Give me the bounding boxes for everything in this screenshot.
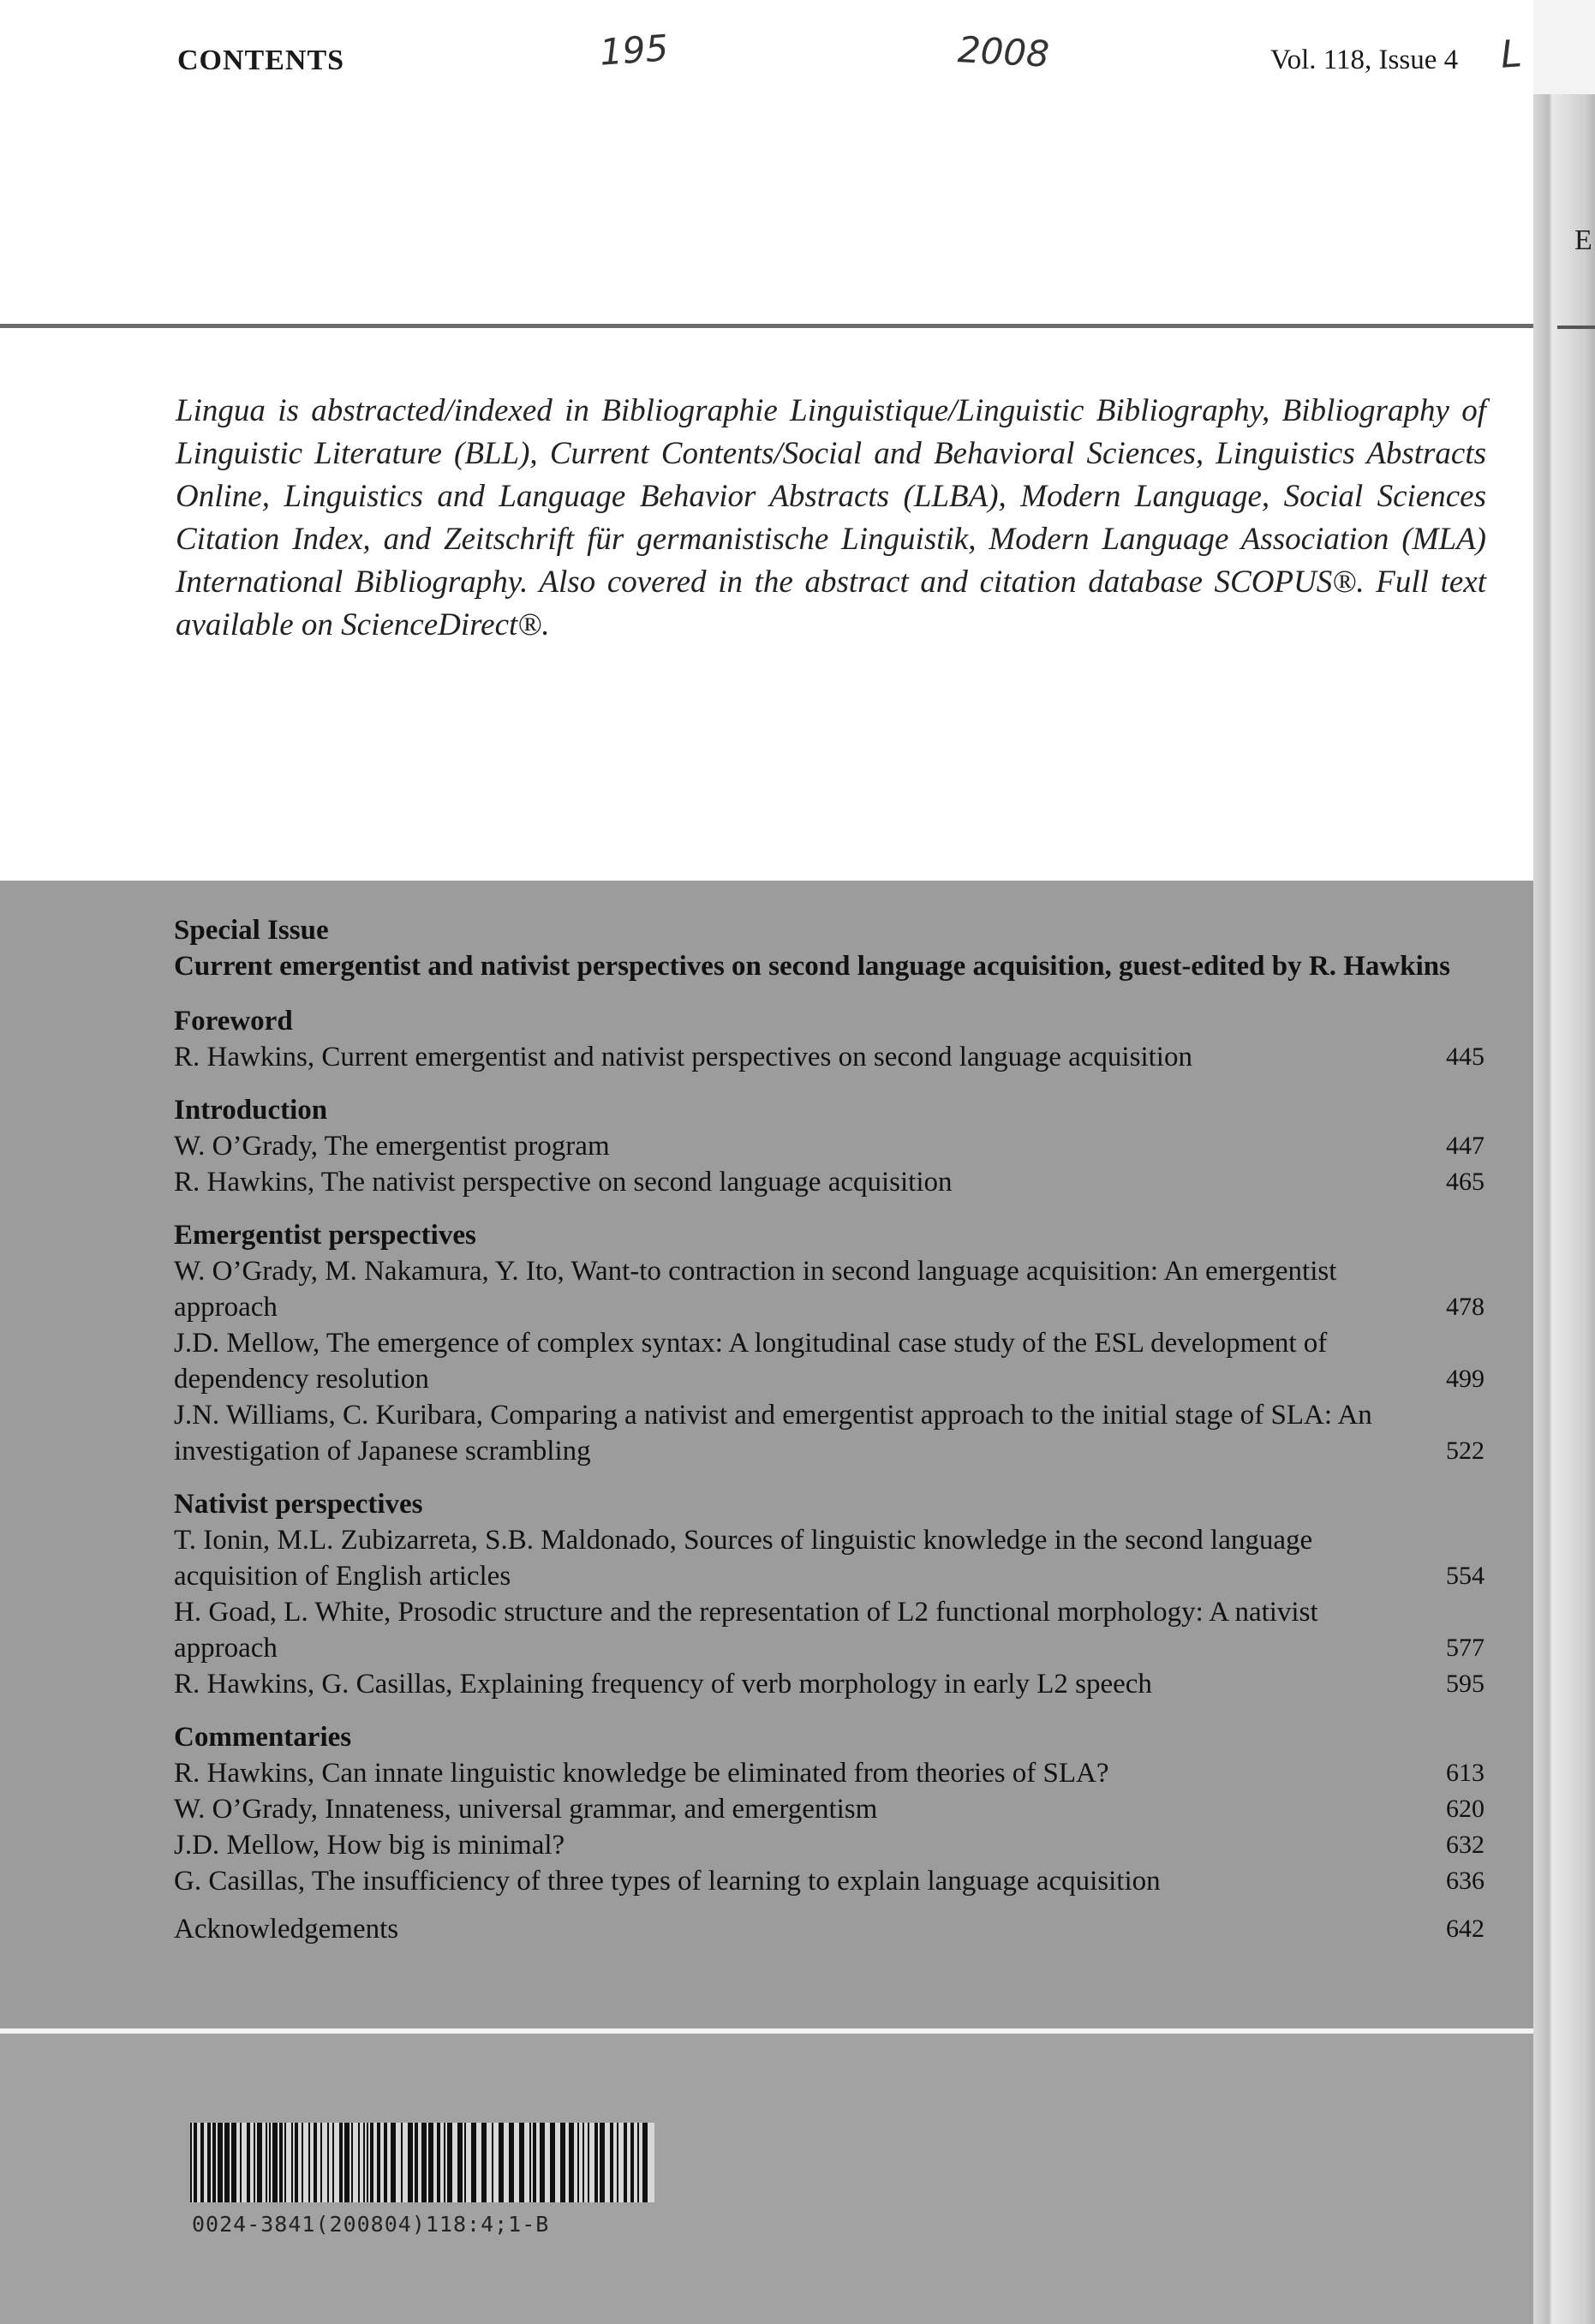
barcode-bar: [624, 2123, 627, 2202]
barcode-bar: [218, 2123, 223, 2202]
barcode-bar: [577, 2123, 579, 2202]
contents-heading: CONTENTS: [177, 45, 345, 76]
table-of-contents: [174, 912, 1484, 1947]
barcode-bar: [415, 2123, 418, 2202]
entry-page-number: 595: [1446, 1670, 1484, 1698]
entry-page-number: 620: [1446, 1795, 1484, 1823]
barcode-bar: [257, 2123, 262, 2202]
handwritten-mark: 195: [598, 27, 670, 74]
barcode: [190, 2123, 654, 2202]
barcode-bar: [190, 2123, 192, 2202]
barcode-bar: [194, 2123, 197, 2202]
entry-title: J.D. Mellow, The emergence of complex syntax: A longitudinal case study of the ESL development of dependency resolution: [174, 1328, 1328, 1395]
entry-page-number: 465: [1446, 1168, 1484, 1196]
acknowledgements-entry[interactable]: [174, 1911, 1484, 1947]
barcode-bar: [457, 2123, 463, 2202]
toc-entry[interactable]: [174, 1325, 1484, 1397]
barcode-bar: [594, 2123, 598, 2202]
edge-corner: [1533, 0, 1595, 94]
toc-entry[interactable]: [174, 1128, 1484, 1164]
entry-page-number: 554: [1446, 1562, 1484, 1590]
barcode-bar: [308, 2123, 310, 2202]
acknowledgements-label: Acknowledgements: [174, 1914, 399, 1945]
barcode-bar: [637, 2123, 639, 2202]
barcode-bar: [363, 2123, 365, 2202]
barcode-bar: [617, 2123, 618, 2202]
barcode-bar: [358, 2123, 360, 2202]
entry-title: H. Goad, L. White, Prosodic structure and the representation of L2 functional morphology: A nativist approach: [174, 1597, 1318, 1664]
toc-entry[interactable]: [174, 1039, 1484, 1075]
barcode-bar: [327, 2123, 329, 2202]
barcode-bar: [200, 2123, 204, 2202]
entry-page-number: 632: [1446, 1831, 1484, 1859]
entry-title: W. O’Grady, M. Nakamura, Y. Ito, Want-to contraction in second language acquisition: An emergentist approach: [174, 1256, 1337, 1323]
barcode-bar: [588, 2123, 589, 2202]
barcode-bar: [630, 2123, 634, 2202]
barcode-bar: [428, 2123, 433, 2202]
barcode-bar: [351, 2123, 353, 2202]
barcode-bar: [444, 2123, 445, 2202]
barcode-bar: [499, 2123, 504, 2202]
toc-sections: [174, 1003, 1484, 1899]
toc-entry[interactable]: [174, 1397, 1484, 1469]
edge-letter: E: [1574, 224, 1592, 256]
section-heading: Commentaries: [174, 1722, 352, 1753]
barcode-bar: [367, 2123, 368, 2202]
toc-entry[interactable]: [174, 1827, 1484, 1863]
barcode-bar: [284, 2123, 286, 2202]
entry-title: R. Hawkins, G. Casillas, Explaining frequency of verb morphology in early L2 speech: [174, 1669, 1152, 1700]
special-issue-title: Current emergentist and nativist perspectives on second language acquisition, guest-edited by R. Hawkins: [174, 951, 1450, 982]
barcode-bar: [560, 2123, 565, 2202]
toc-section: [174, 1003, 1484, 1075]
special-issue-label: Special Issue: [174, 915, 329, 946]
entry-page-number: 613: [1446, 1759, 1484, 1787]
volume-issue: Vol. 118, Issue 4: [1270, 45, 1459, 75]
barcode-bar: [344, 2123, 349, 2202]
barcode-bar: [266, 2123, 267, 2202]
barcode-bar: [437, 2123, 440, 2202]
barcode-bar: [314, 2123, 317, 2202]
toc-section: [174, 1217, 1484, 1469]
barcode-bar: [610, 2123, 613, 2202]
header-rule: [0, 324, 1533, 328]
barcode-bar: [240, 2123, 242, 2202]
toc-entry[interactable]: [174, 1755, 1484, 1791]
entry-title: T. Ionin, M.L. Zubizarreta, S.B. Maldonado, Sources of linguistic knowledge in the second language acquisition of English articles: [174, 1525, 1313, 1592]
barcode-bar: [254, 2123, 255, 2202]
toc-entry[interactable]: [174, 1791, 1484, 1827]
entry-page-number: 499: [1446, 1365, 1484, 1393]
barcode-bar: [481, 2123, 487, 2202]
toc-entry[interactable]: [174, 1522, 1484, 1594]
barcode-bar: [291, 2123, 293, 2202]
barcode-bar: [408, 2123, 413, 2202]
section-heading: Introduction: [174, 1095, 328, 1126]
barcode-bar: [509, 2123, 514, 2202]
barcode-bar: [421, 2123, 427, 2202]
entry-title: W. O’Grady, The emergentist program: [174, 1131, 610, 1162]
barcode-bar: [401, 2123, 403, 2202]
barcode-bar: [370, 2123, 373, 2202]
page-edge: [1533, 0, 1595, 2324]
entry-page-number: 447: [1446, 1132, 1484, 1160]
toc-entry[interactable]: [174, 1666, 1484, 1702]
barcode-bar: [269, 2123, 271, 2202]
entry-page-number: 577: [1446, 1634, 1484, 1662]
barcode-bar: [464, 2123, 466, 2202]
barcode-bar: [231, 2123, 236, 2202]
barcode-bar: [642, 2123, 648, 2202]
barcode-bar: [471, 2123, 476, 2202]
barcode-bar: [377, 2123, 380, 2202]
barcode-bar: [492, 2123, 493, 2202]
handwritten-year: 2008: [956, 28, 1051, 75]
barcode-bar: [533, 2123, 536, 2202]
barcode-bar: [207, 2123, 211, 2202]
entry-title: J.N. Williams, C. Kuribara, Comparing a nativist and emergentist approach to the initial stage of SLA: An investigation of Japanese scrambling: [174, 1400, 1372, 1467]
barcode-bar: [582, 2123, 584, 2202]
entry-page-number: 522: [1446, 1437, 1484, 1465]
barcode-bar: [247, 2123, 250, 2202]
barcode-bar: [224, 2123, 230, 2202]
barcode-bar: [302, 2123, 303, 2202]
barcode-bar: [279, 2123, 283, 2202]
entry-title: G. Casillas, The insufficiency of three types of learning to explain language acquisition: [174, 1866, 1161, 1897]
indexing-note: Lingua is abstracted/indexed in Bibliographie Linguistique/Linguistic Bibliography, Bibliography of Linguistic Literature (BLL), Current Contents/Social and Behavioral Sciences, Linguistics Abstracts Online, Linguistics and Language Behavior Abstracts (LLBA), Modern Language, Social Sciences Citation Index, and Zeitschrift für germanistische Linguistik, Modern Language Association (MLA) International Bibliography. Also covered in the abstract and citation database SCOPUS®. Full text available on ScienceDirect®.: [176, 393, 1486, 642]
entry-title: W. O’Grady, Innateness, universal grammar, and emergentism: [174, 1794, 878, 1825]
barcode-bar: [600, 2123, 605, 2202]
barcode-bar: [569, 2123, 574, 2202]
barcode-bar: [212, 2123, 216, 2202]
barcode-bar: [272, 2123, 278, 2202]
edge-line: [1557, 326, 1595, 329]
barcode-bar: [332, 2123, 334, 2202]
toc-entry[interactable]: [174, 1863, 1484, 1899]
section-heading: Foreword: [174, 1006, 293, 1037]
entry-title: J.D. Mellow, How big is minimal?: [174, 1830, 565, 1861]
barcode-bar: [295, 2123, 298, 2202]
toc-section: [174, 1719, 1484, 1899]
acknowledgements-page: 642: [1446, 1915, 1484, 1943]
section-heading: Emergentist perspectives: [174, 1220, 476, 1251]
barcode-number: 0024-3841(200804)118:4;1-B: [192, 2212, 550, 2237]
entry-page-number: 478: [1446, 1293, 1484, 1321]
barcode-bar: [320, 2123, 322, 2202]
toc-section: [174, 1092, 1484, 1200]
barcode-bar: [339, 2123, 343, 2202]
barcode-bar: [550, 2123, 555, 2202]
section-heading: Nativist perspectives: [174, 1489, 423, 1520]
entry-title: R. Hawkins, Can innate linguistic knowledge be eliminated from theories of SLA?: [174, 1758, 1109, 1789]
toc-entry[interactable]: [174, 1594, 1484, 1666]
entry-title: R. Hawkins, The nativist perspective on second language acquisition: [174, 1167, 953, 1198]
entry-title: R. Hawkins, Current emergentist and nativist perspectives on second language acquisition: [174, 1042, 1192, 1072]
barcode-bar: [540, 2123, 545, 2202]
barcode-bar: [447, 2123, 452, 2202]
toc-entry[interactable]: [174, 1253, 1484, 1325]
toc-entry[interactable]: [174, 1164, 1484, 1200]
entry-page-number: 445: [1446, 1043, 1484, 1071]
barcode-bar: [391, 2123, 396, 2202]
barcode-bar: [529, 2123, 531, 2202]
handwritten-letter: L: [1499, 32, 1524, 77]
entry-page-number: 636: [1446, 1867, 1484, 1895]
barcode-bar: [384, 2123, 387, 2202]
barcode-bar: [519, 2123, 524, 2202]
toc-section: [174, 1486, 1484, 1702]
